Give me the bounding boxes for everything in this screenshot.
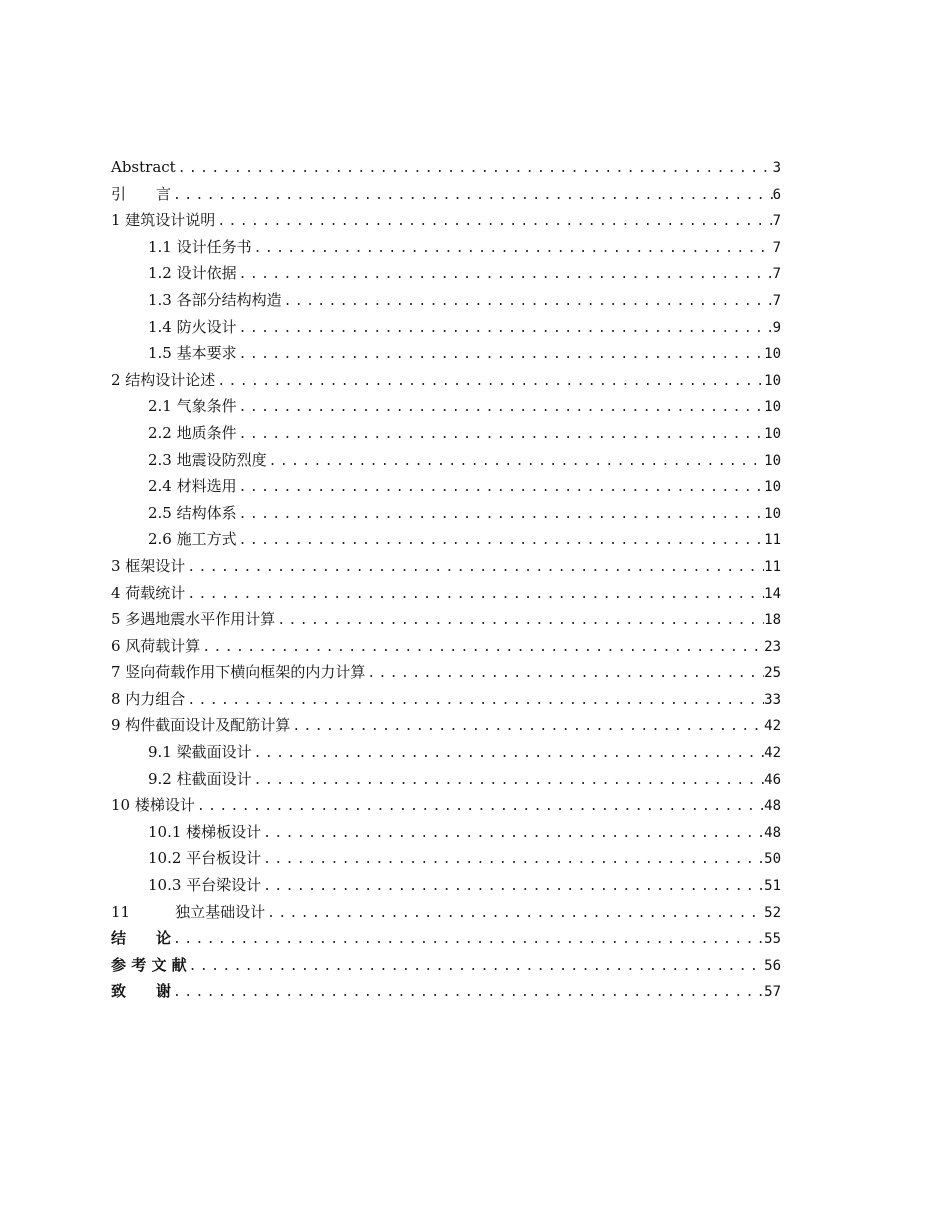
toc-entry-chapter-8[interactable] [111, 686, 781, 713]
toc-entry-section-10-2[interactable] [111, 845, 781, 872]
toc-entry-title: 7 竖向荷载作用下横向框架的内力计算 [111, 663, 366, 682]
toc-leader-dots [195, 794, 764, 821]
toc-entry-section-1-5[interactable] [111, 340, 781, 367]
toc-entry-page: 33 [764, 691, 781, 708]
toc-leader-dots [171, 927, 764, 954]
toc-entry-acknowledgements[interactable] [111, 978, 781, 1005]
toc-entry-title: 1.1 设计任务书 [148, 237, 252, 256]
toc-entry-page: 48 [764, 798, 781, 815]
toc-entry-page: 3 [772, 160, 781, 176]
toc-entry-title: 1.2 设计依据 [148, 264, 237, 283]
toc-entry-title: 参 考 文 献 [111, 955, 187, 974]
toc-entry-chapter-11[interactable] [111, 899, 781, 926]
toc-entry-chapter-3[interactable] [111, 553, 781, 580]
toc-entry-section-2-2[interactable] [111, 420, 781, 447]
toc-leader-dots [265, 901, 764, 928]
toc-leader-dots [176, 156, 773, 183]
toc-entry-page: 42 [764, 745, 781, 762]
toc-entry-section-10-1[interactable] [111, 819, 781, 846]
toc-leader-dots [237, 342, 765, 369]
toc-entry-page: 18 [764, 612, 781, 629]
toc-entry-page: 10 [764, 452, 781, 469]
toc-entry-section-2-3[interactable] [111, 447, 781, 474]
toc-entry-page: 55 [764, 931, 781, 948]
toc-entry-page: 14 [764, 585, 781, 602]
toc-entry-chapter-5[interactable] [111, 606, 781, 633]
toc-entry-section-9-2[interactable] [111, 766, 781, 793]
toc-entry-title: 10.3 平台梁设计 [148, 876, 262, 895]
toc-leader-dots [200, 635, 764, 662]
toc-leader-dots [171, 980, 764, 1007]
toc-entry-chapter-2[interactable] [111, 367, 781, 394]
toc-entry-page: 10 [764, 399, 781, 416]
toc-entry-chapter-7[interactable] [111, 659, 781, 686]
toc-entry-chapter-10[interactable] [111, 792, 781, 819]
toc-entry-section-1-4[interactable] [111, 314, 781, 341]
toc-leader-dots [237, 316, 773, 343]
toc-entry-section-1-1[interactable] [111, 234, 781, 261]
toc-entry-page: 10 [764, 372, 781, 389]
toc-entry-page: 42 [764, 718, 781, 735]
toc-leader-dots [187, 954, 764, 981]
toc-entry-page: 48 [764, 824, 781, 841]
toc-entry-section-2-1[interactable] [111, 393, 781, 420]
toc-entry-title: 2.2 地质条件 [148, 423, 237, 442]
toc-entry-title: Abstract [111, 158, 176, 176]
toc-entry-section-1-3[interactable] [111, 287, 781, 314]
toc-entry-chapter-9[interactable] [111, 712, 781, 739]
toc-entry-page: 51 [764, 878, 781, 895]
toc-entry-page: 57 [764, 984, 781, 1001]
toc-leader-dots [282, 289, 773, 316]
toc-leader-dots [252, 768, 765, 795]
table-of-contents [111, 154, 781, 1005]
toc-leader-dots [261, 874, 764, 901]
toc-entry-chapter-1[interactable] [111, 207, 781, 234]
toc-entry-title: 9.2 柱截面设计 [148, 769, 252, 788]
toc-entry-title: 2 结构设计论述 [111, 370, 216, 389]
toc-leader-dots [171, 183, 773, 210]
toc-entry-chapter-6[interactable] [111, 633, 781, 660]
toc-entry-page: 7 [772, 213, 781, 230]
toc-entry-section-9-1[interactable] [111, 739, 781, 766]
toc-entry-page: 10 [764, 479, 781, 496]
toc-entry-page: 50 [764, 851, 781, 868]
toc-leader-dots [267, 449, 765, 476]
toc-leader-dots [237, 395, 765, 422]
toc-entry-abstract[interactable] [111, 154, 781, 181]
toc-entry-page: 11 [764, 532, 781, 549]
toc-leader-dots [237, 262, 773, 289]
toc-entry-introduction[interactable] [111, 181, 781, 208]
toc-leader-dots [237, 502, 765, 529]
toc-entry-page: 10 [764, 346, 781, 363]
toc-entry-page: 56 [764, 957, 781, 974]
toc-entry-title: 2.4 材料选用 [148, 477, 237, 496]
toc-entry-section-2-5[interactable] [111, 500, 781, 527]
toc-entry-chapter-4[interactable] [111, 580, 781, 607]
toc-leader-dots [237, 475, 765, 502]
toc-leader-dots [275, 608, 764, 635]
toc-leader-dots [215, 209, 772, 236]
toc-entry-title: 1.5 基本要求 [148, 344, 237, 363]
toc-entry-title: 2.1 气象条件 [148, 397, 237, 416]
toc-entry-title: 5 多遇地震水平作用计算 [111, 610, 276, 629]
toc-entry-page: 23 [764, 638, 781, 655]
toc-entry-title: 1 建筑设计说明 [111, 211, 216, 230]
toc-entry-title: 10.2 平台板设计 [148, 849, 262, 868]
toc-leader-dots [237, 422, 765, 449]
toc-entry-title: 2.5 结构体系 [148, 503, 237, 522]
toc-entry-page: 52 [764, 904, 781, 921]
toc-leader-dots [215, 369, 764, 396]
toc-entry-page: 10 [764, 425, 781, 442]
toc-entry-page: 10 [764, 505, 781, 522]
toc-leader-dots [185, 688, 764, 715]
toc-entry-title: 11 独立基础设计 [111, 902, 266, 921]
toc-leader-dots [261, 821, 764, 848]
toc-leader-dots [290, 714, 764, 741]
toc-entry-title: 2.3 地震设防烈度 [148, 450, 267, 469]
toc-entry-title: 致 谢 [111, 982, 172, 1001]
toc-leader-dots [365, 661, 764, 688]
toc-entry-page: 25 [764, 665, 781, 682]
toc-entry-page: 7 [772, 239, 781, 256]
toc-entry-title: 9 构件截面设计及配筋计算 [111, 716, 291, 735]
toc-entry-title: 6 风荷载计算 [111, 636, 201, 655]
toc-entry-title: 8 内力组合 [111, 689, 186, 708]
toc-entry-page: 7 [772, 266, 781, 283]
toc-entry-section-1-2[interactable] [111, 260, 781, 287]
toc-entry-page: 11 [764, 558, 781, 575]
toc-entry-page: 7 [772, 292, 781, 309]
toc-leader-dots [185, 582, 764, 609]
toc-entry-section-2-6[interactable] [111, 526, 781, 553]
toc-entry-conclusion[interactable] [111, 925, 781, 952]
toc-entry-title: 1.4 防火设计 [148, 317, 237, 336]
toc-entry-page: 6 [772, 186, 781, 203]
toc-entry-section-2-4[interactable] [111, 473, 781, 500]
toc-entry-title: 10 楼梯设计 [111, 796, 195, 815]
toc-entry-section-10-3[interactable] [111, 872, 781, 899]
toc-entry-title: 2.6 施工方式 [148, 530, 237, 549]
toc-leader-dots [252, 236, 773, 263]
toc-entry-title: 4 荷载统计 [111, 583, 186, 602]
toc-leader-dots [252, 741, 765, 768]
toc-entry-page: 46 [764, 771, 781, 788]
toc-entry-title: 3 框架设计 [111, 556, 186, 575]
toc-entry-title: 9.1 梁截面设计 [148, 743, 252, 762]
toc-leader-dots [185, 555, 764, 582]
toc-entry-title: 引 言 [111, 184, 172, 203]
toc-entry-references[interactable] [111, 952, 781, 979]
toc-leader-dots [237, 528, 765, 555]
toc-entry-page: 9 [772, 319, 781, 336]
toc-entry-title: 10.1 楼梯板设计 [148, 822, 262, 841]
toc-entry-title: 结 论 [111, 929, 172, 948]
toc-leader-dots [261, 847, 764, 874]
toc-entry-title: 1.3 各部分结构构造 [148, 290, 282, 309]
